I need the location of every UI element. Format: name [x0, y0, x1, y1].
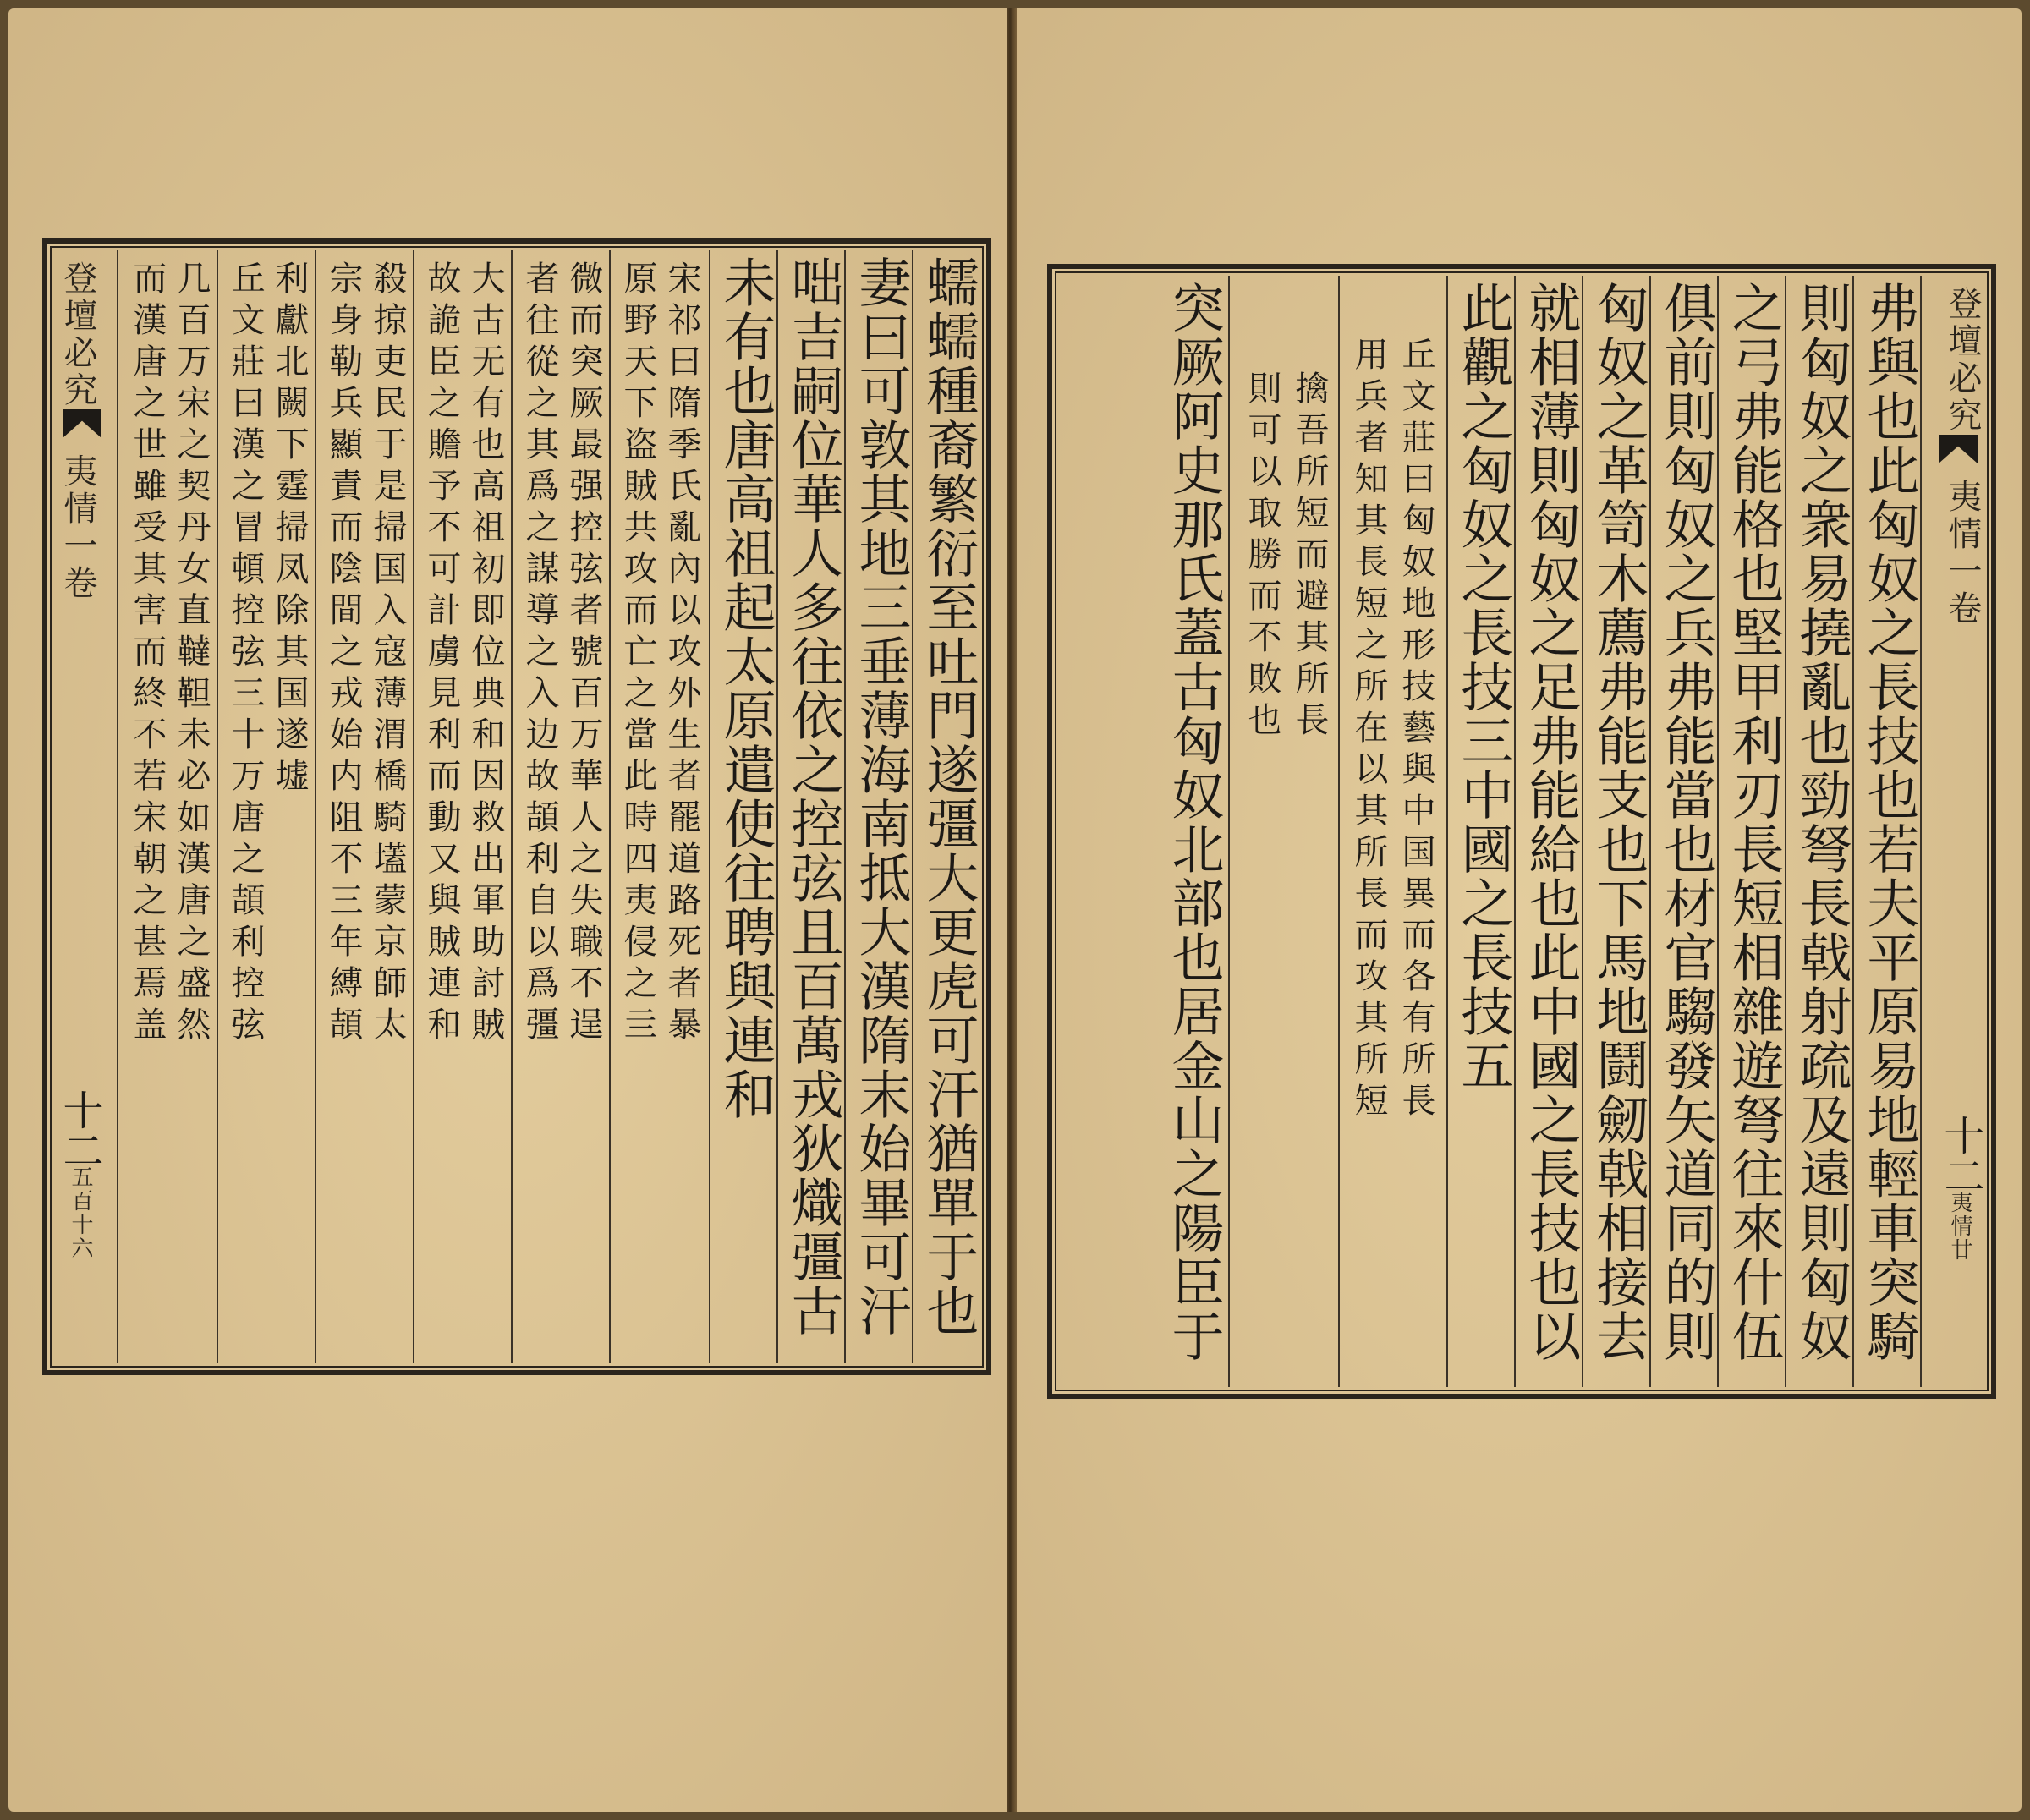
column-divider — [1338, 276, 1340, 1387]
text-column: 此觀之匈奴之長技三中國之長技五 — [1452, 281, 1514, 1093]
commentary-column: 丘文莊曰漢之冒頓控弦三十万唐之頡利控弦 — [226, 260, 265, 1048]
commentary-column: 則可以取勝而不敗也 — [1243, 370, 1281, 743]
left-text-frame — [42, 238, 991, 1375]
right-margin-chapter: 夷情一卷 — [1943, 479, 1982, 628]
column-divider — [1446, 276, 1448, 1387]
right-page — [1013, 8, 2022, 1812]
fishtail-mark-icon — [1939, 435, 1978, 463]
column-divider — [776, 250, 778, 1363]
left-margin-page-number: 十二 — [56, 1089, 103, 1170]
commentary-column: 大古无有也高祖初即位典和因救出軍助討賊 — [466, 260, 505, 1048]
right-margin-page-number: 十二 — [1937, 1115, 1984, 1196]
column-divider — [413, 250, 414, 1363]
column-divider — [117, 250, 118, 1363]
text-column: 之弓弗能格也堅甲利刃長短相雜遊弩往來什伍 — [1723, 281, 1785, 1363]
text-column: 咄吉嗣位華人多往依之控弦且百萬戎狄熾彊古 — [782, 255, 844, 1338]
column-divider — [1582, 276, 1583, 1387]
column-divider — [1852, 276, 1854, 1387]
column-divider — [912, 250, 914, 1363]
column-divider — [1514, 276, 1516, 1387]
text-column: 突厥阿史那氏蓋古匈奴北部也居金山之陽臣于 — [1163, 281, 1225, 1363]
left-page — [8, 8, 1007, 1812]
commentary-column: 原野天下盗賊共攻而亡之當此時四夷侵之亖 — [618, 260, 657, 1048]
commentary-column: 丘文莊曰匈奴地形技藝與中国異而各有所長 — [1396, 337, 1435, 1124]
text-column: 蠕蠕種裔繁衍至吐門遂彊大更虎可汗猶單于也 — [918, 255, 979, 1338]
fishtail-mark-icon — [63, 409, 102, 438]
right-margin-page-tag: 夷情廿 — [1947, 1191, 1972, 1262]
column-divider — [609, 250, 611, 1363]
column-divider — [844, 250, 846, 1363]
column-divider — [1228, 276, 1230, 1387]
text-column: 未有也唐高祖起太原遣使往聘與連和 — [715, 255, 776, 1121]
column-divider — [709, 250, 710, 1363]
right-margin-title: 登壇必究 — [1943, 286, 1982, 435]
text-column: 則匈奴之衆易撓亂也勁弩長戟射疏及遠則匈奴 — [1791, 281, 1852, 1363]
column-divider — [1785, 276, 1786, 1387]
column-divider — [1649, 276, 1651, 1387]
column-divider — [315, 250, 316, 1363]
column-divider — [1717, 276, 1719, 1387]
commentary-column: 宗身勒兵顯責而陰間之戎始内阻不三年縛頡 — [324, 260, 363, 1048]
right-text-frame — [1047, 264, 1996, 1399]
text-column: 妻曰可敦其地三垂薄海南抵大漢隋末始畢可汗 — [850, 255, 912, 1338]
text-column: 匈奴之革笥木薦弗能支也下馬地鬪劒戟相接去 — [1588, 281, 1649, 1363]
commentary-column: 微而突厥最强控弦者號百万華人之失職不逞 — [564, 260, 603, 1048]
commentary-column: 用兵者知其長短之所在以其所長而攻其所短 — [1349, 337, 1388, 1124]
text-column: 弗與也此匈奴之長技也若夫平原易地輕車突騎 — [1858, 281, 1920, 1363]
left-margin-page-count: 五百十六 — [68, 1165, 93, 1260]
column-divider — [1920, 276, 1922, 1387]
column-divider — [511, 250, 513, 1363]
commentary-column: 几百万宋之契丹女直韃靼未必如漢唐之盛然 — [172, 260, 211, 1048]
commentary-column: 殺掠吏民于是掃国入寇薄渭橋騎壒蒙京師太 — [368, 260, 407, 1048]
column-divider — [217, 250, 218, 1363]
commentary-column: 而漢唐之世雖受其害而終不若宋朝之甚焉盖 — [128, 260, 167, 1048]
text-column: 俱前則匈奴之兵弗能當也材官騶發矢道同的則 — [1655, 281, 1717, 1363]
left-margin-chapter: 夷情一卷 — [58, 453, 97, 602]
commentary-column: 者往從之其爲之謀導之入边故頡利自以爲彊 — [520, 260, 559, 1048]
text-column: 就相薄則匈奴之足弗能給也此中國之長技也以 — [1520, 281, 1582, 1363]
commentary-column: 故詭臣之贍予不可計虜見利而動又與賊連和 — [422, 260, 461, 1048]
left-margin-title: 登壇必究 — [58, 260, 97, 409]
commentary-column: 擒吾所短而避其所長 — [1290, 370, 1329, 743]
commentary-column: 宋祁曰隋季氏亂內以攻外生者罷道路死者暴 — [662, 260, 701, 1048]
commentary-column: 利獻北闕下霆掃凤除其国遂墟 — [270, 260, 309, 799]
